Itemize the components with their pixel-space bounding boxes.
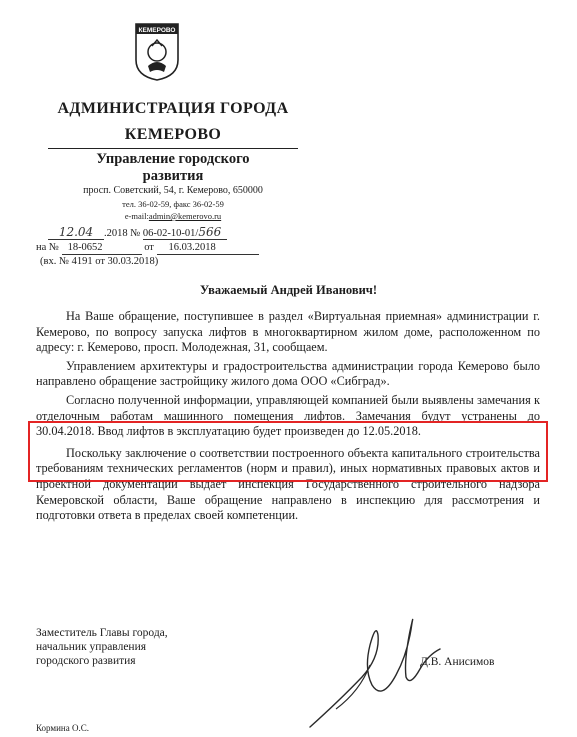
reference-registration (36, 241, 259, 255)
organization-title (48, 96, 298, 149)
letter-body (36, 309, 540, 527)
department-name (48, 151, 298, 185)
email-prefix: e-mail: (124, 211, 149, 221)
outgoing-number: 06-02-10-01/ (142, 228, 199, 239)
city-emblem-icon (134, 22, 180, 82)
highlight-frame (28, 421, 548, 482)
reference-number: 18-0652 (62, 241, 142, 255)
org-title-line2: КЕМЕРОВО (48, 122, 298, 149)
postal-address: просп. Советский, 54, г. Кемерово, 650000 (83, 185, 263, 196)
org-title-line1: АДМИНИСТРАЦИЯ ГОРОДА (57, 100, 289, 117)
salutation: Уважаемый Андрей Иванович! (199, 283, 378, 297)
email-link[interactable]: admin@kemerovo.ru (148, 211, 222, 221)
outgoing-registration (48, 226, 227, 240)
paragraph-3-highlighted: Согласно полученной информации, управляющей компанией были выявлены замечания к отделочным работам машинного помещения лифтов. Замечания будут устранены до 30.04.2018. Ввод лифтов в эксплуатацию будет произведен до 12.05.2018. (36, 392, 540, 439)
department-line1: Управление городского (96, 151, 250, 167)
email-line (48, 210, 298, 223)
handwritten-signature-icon (300, 605, 450, 735)
address-block (48, 185, 298, 223)
executor-name: Кормина О.С. (36, 723, 89, 733)
signatory-title (36, 626, 168, 668)
reference-date: 16.03.2018 (157, 241, 259, 255)
phone-fax: тел. 36-02-59, факс 36-02-59 (122, 198, 224, 209)
outgoing-number-handwritten: 566 (198, 225, 227, 240)
signatory-name: Д.В. Анисимов (420, 656, 495, 668)
outgoing-year-label: .2018 № (104, 228, 141, 239)
signatory-title-line1: Заместитель Главы города, (36, 627, 168, 639)
reference-from-label: от (144, 242, 154, 253)
signatory-title-line3: городского развития (36, 655, 136, 667)
outgoing-date: 12.04 (48, 226, 104, 240)
paragraph-1: На Ваше обращение, поступившее в раздел «Виртуальная приемная» администрации г. Кемерово, по вопросу запуска лифтов в многоквартирном жилом доме, расположенном по адресу: г. Кемерово, просп. Молодежная, 31, сообщаем. (36, 309, 540, 355)
emblem-label: КЕМЕРОВО (138, 27, 176, 34)
paragraph-4: Поскольку заключение о соответствии построенного объекта капитального строительства требованиям технических регламентов (норм и правил), иных нормативных правовых актов и проектной документации выдает инспекция Государственного строительного надзора Кемеровской области, Ваше обращение направлено в инспекцию для рассмотрения и подготовки ответа в пределах своей компетенции. (36, 445, 540, 523)
signatory-title-line2: начальник управления (36, 641, 147, 653)
reference-prefix: на № (36, 242, 59, 253)
paragraph-2: Управлением архитектуры и градостроительства администрации города Кемерово было направлено обращение застройщику жилого дома ООО «Сибград». (36, 358, 540, 389)
incoming-registration: (вх. № 4191 от 30.03.2018) (40, 256, 159, 267)
department-line2: развития (142, 168, 204, 184)
